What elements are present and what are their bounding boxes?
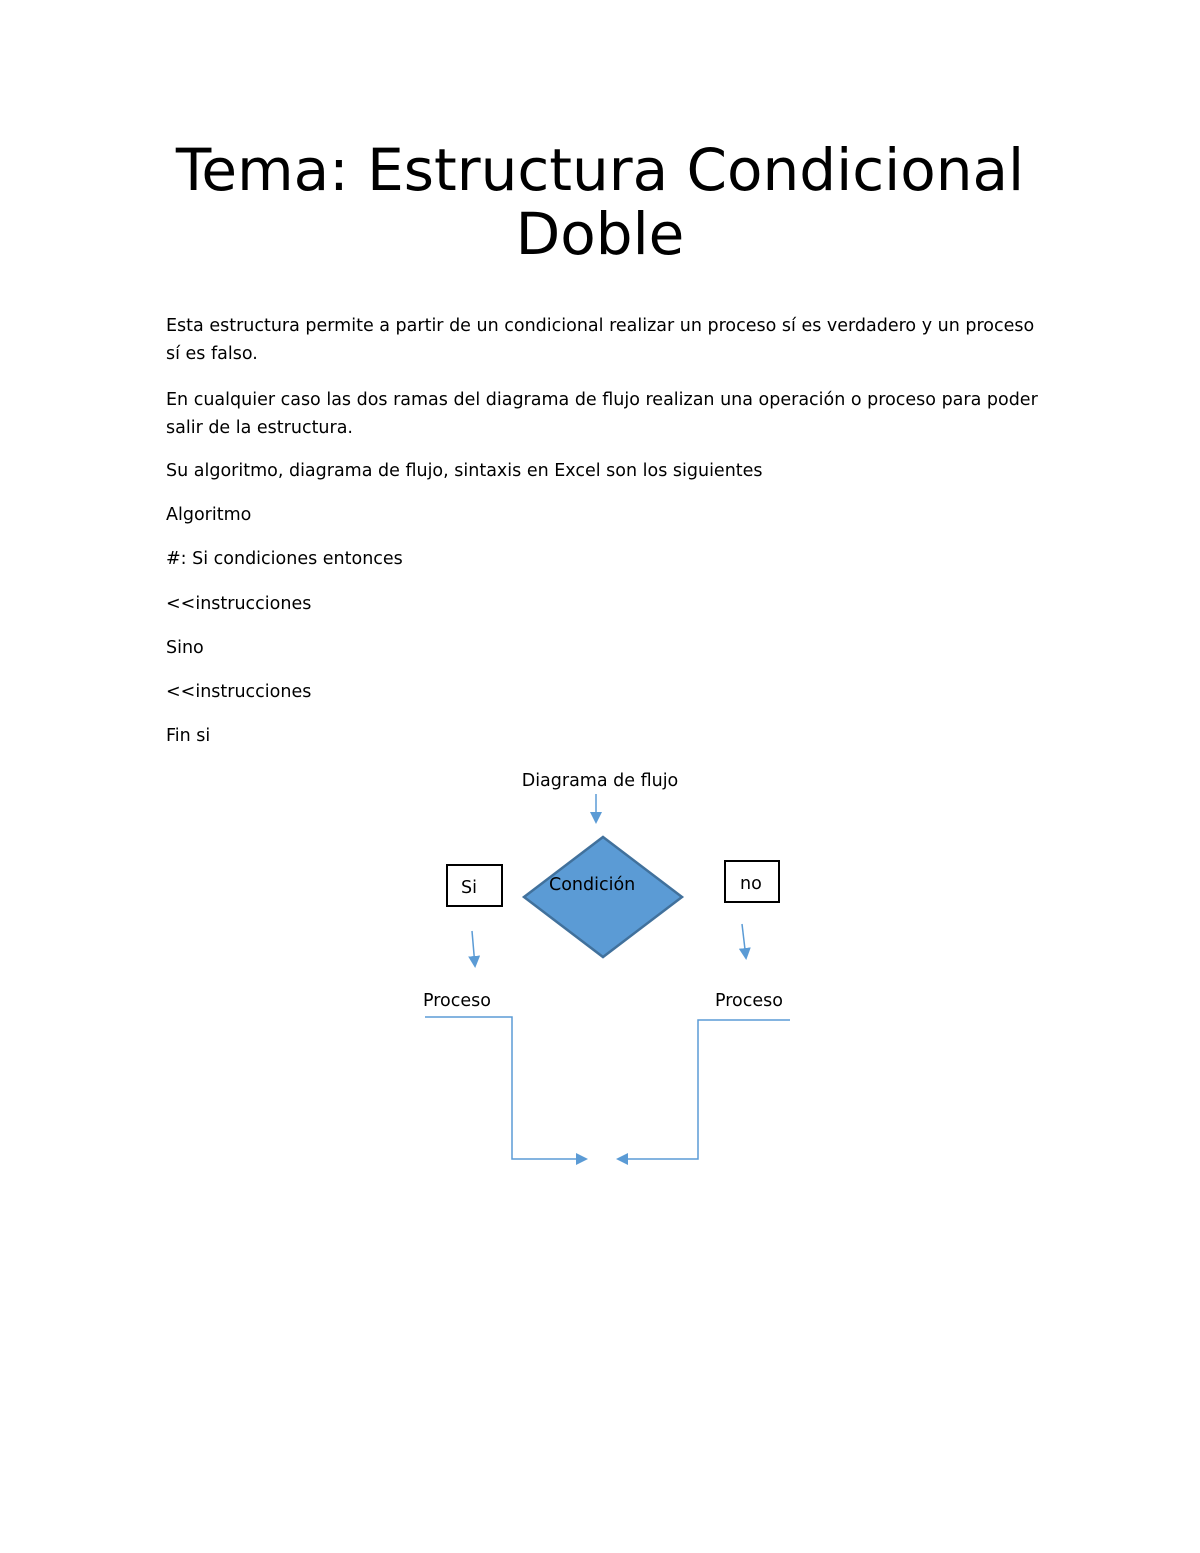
paragraph-summary: Su algoritmo, diagrama de flujo, sintaxis en Excel son los siguientes	[166, 461, 763, 481]
algorithm-line-end: Fin si	[166, 726, 211, 746]
no-label: no	[740, 874, 762, 894]
algorithm-heading: Algoritmo	[166, 505, 252, 525]
condition-label: Condición	[549, 875, 636, 895]
algorithm-line-if: #: Si condiciones entonces	[166, 549, 403, 569]
title-line-1: Tema: Estructura Condicional	[175, 136, 1025, 204]
algorithm-line-instructions-2: <<instrucciones	[166, 682, 312, 702]
connector-left-merge	[425, 1017, 586, 1159]
arrow-no-to-process	[742, 924, 746, 958]
algorithm-line-else: Sino	[166, 638, 204, 658]
left-process-label: Proceso	[423, 991, 491, 1011]
paragraph-intro: Esta estructura permite a partir de un condicional realizar un proceso sí es verdadero y un proceso sí es falso.	[166, 316, 1035, 364]
algorithm-line-instructions-1: <<instrucciones	[166, 594, 312, 614]
title-line-2: Doble	[515, 200, 685, 268]
right-process-label: Proceso	[715, 991, 783, 1011]
condition-diamond	[524, 837, 682, 957]
yes-label: Si	[461, 878, 477, 898]
connector-right-merge	[618, 1020, 790, 1159]
diagram-caption: Diagrama de flujo	[521, 771, 679, 791]
paragraph-branches: En cualquier caso las dos ramas del diagrama de flujo realizan una operación o proceso para poder salir de la estructura.	[166, 390, 1038, 438]
arrow-yes-to-process	[472, 931, 475, 966]
